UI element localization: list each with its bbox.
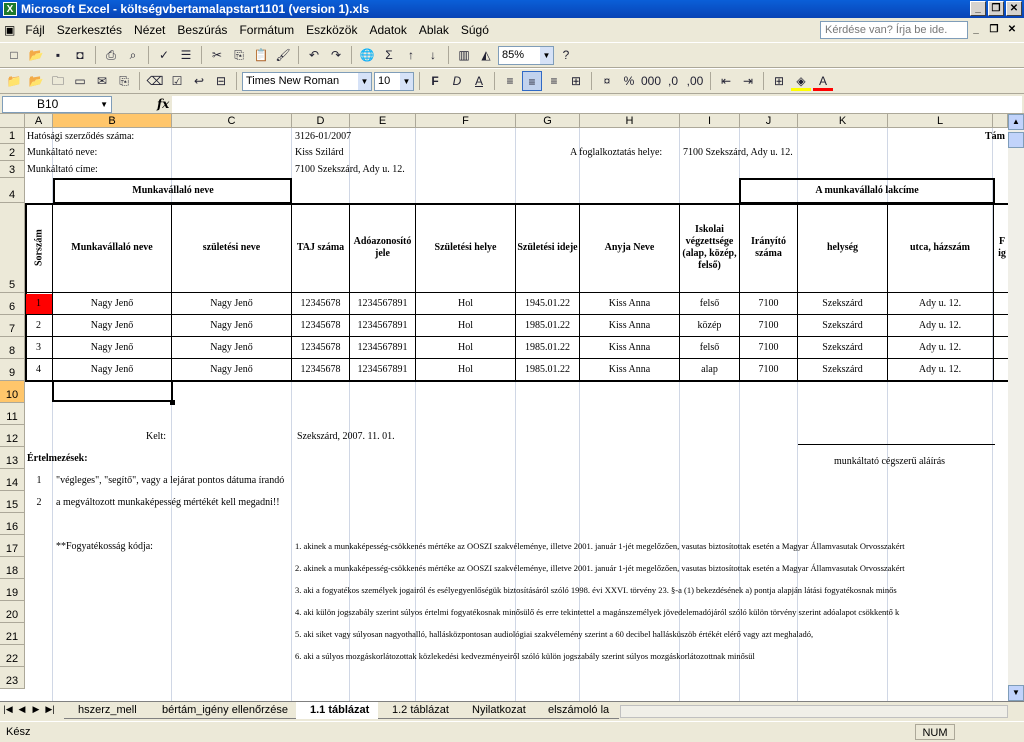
autosum-icon[interactable]: Σ (385, 48, 393, 62)
percent-icon[interactable]: % (623, 74, 635, 88)
row-header-3[interactable]: 3 (0, 161, 25, 178)
kelt-value: Szekszárd, 2007. 11. 01. (297, 430, 395, 442)
workplace-label: A foglalkoztatás helye: (570, 147, 663, 158)
spelling-icon[interactable]: ✓ (158, 48, 170, 62)
inc-decimal-icon[interactable]: ,0 (667, 74, 678, 88)
menu-view[interactable]: Nézet (134, 23, 166, 37)
new-icon[interactable]: □ (10, 48, 18, 62)
tab-elszamolo[interactable]: elszámoló la (538, 702, 619, 719)
cell-birthplace[interactable]: Hol (458, 342, 473, 353)
cell-birthplace[interactable]: Hol (458, 364, 473, 375)
research-icon[interactable]: ☰ (180, 48, 192, 62)
employer-name: Kiss Szilárd (295, 147, 344, 158)
tab-nyilatkozat[interactable]: Nyilatkozat (458, 702, 540, 719)
cell-tax[interactable]: 1234567891 (357, 342, 408, 353)
contract-label: Hatósági szerződés száma: (27, 130, 135, 142)
inc-indent-icon[interactable]: ⇥ (742, 74, 754, 88)
cell-birthname[interactable]: Nagy Jenő (210, 320, 253, 331)
disability-label: **Fogyatékosság kódja: (56, 540, 153, 552)
menu-file[interactable]: Fájl (25, 23, 45, 37)
drawing-icon[interactable]: ◭ (481, 48, 491, 62)
paste-icon[interactable]: 📋 (253, 48, 269, 62)
th-tax-id: Adóazonosító jele (353, 235, 412, 259)
align-left-icon[interactable]: ≡ (506, 74, 514, 88)
cell-zip[interactable]: 7100 (758, 320, 779, 331)
excel-icon: X (3, 2, 17, 16)
row-header-6[interactable]: 6 (0, 293, 25, 315)
attach-icon[interactable]: ⎘ (119, 74, 129, 88)
col-header-k[interactable]: K (798, 114, 888, 128)
row-header-11[interactable]: 11 (0, 403, 25, 425)
undo-icon[interactable]: ↶ (308, 48, 320, 62)
cell-tax[interactable]: 1234567891 (357, 320, 408, 331)
close-button[interactable]: ✕ (1006, 1, 1022, 16)
cell-edu[interactable]: közép (697, 320, 722, 331)
standard-toolbar (0, 42, 1024, 68)
fill-color-icon[interactable]: ◈ (791, 71, 811, 91)
name-box[interactable]: B10 ▼ (2, 96, 112, 113)
col-header-a[interactable]: A (25, 114, 53, 128)
note-2-number: 2 (36, 496, 42, 508)
signature-line (798, 444, 995, 445)
status-text: Kész (6, 726, 31, 738)
borders-icon[interactable]: ⊞ (773, 74, 785, 88)
open-icon[interactable]: 📂 (28, 48, 44, 62)
col-header-h[interactable]: H (580, 114, 680, 128)
row-header-23[interactable]: 23 (0, 667, 25, 689)
cell-mother[interactable]: Kiss Anna (608, 342, 651, 353)
track-icon[interactable]: ⌫ (146, 74, 164, 88)
group-label-name: Munkavállaló neve (132, 184, 214, 196)
cell-no[interactable]: 1 (36, 298, 41, 309)
font-color-icon[interactable]: A (813, 71, 833, 91)
currency-icon[interactable]: ¤ (603, 74, 611, 88)
cell-mother[interactable]: Kiss Anna (608, 364, 651, 375)
scroll-thumb[interactable] (1008, 132, 1024, 148)
support-label: Tám (985, 130, 1005, 142)
copy-icon[interactable]: ⎘ (234, 48, 244, 62)
cell-birthname[interactable]: Nagy Jenő (210, 298, 253, 309)
menu-tools[interactable]: Eszközök (306, 23, 358, 37)
cell-city[interactable]: Szekszárd (822, 320, 863, 331)
cell-birthdate[interactable]: 1985.01.22 (525, 320, 570, 331)
th-birthdate: Születési ideje (517, 241, 578, 253)
cell-taj[interactable]: 12345678 (300, 364, 341, 375)
num-lock-indicator: NUM (915, 724, 955, 740)
workplace-value: 7100 Szekszárd, Ady u. 12. (683, 147, 793, 158)
contract-number: 3126-01/2007 (295, 130, 352, 142)
sheet-tabs-bar (0, 701, 1024, 720)
fx-icon[interactable]: fx (157, 97, 170, 111)
code-3: 3. aki a fogyatékos személyek jogairól és esélyegyenlőségük biztosításáról szóló 1998. évi XXVI. törvény 23. §-a (1) bekezdésének a) pontja alapján látási fogyatékosnak minős (295, 585, 897, 595)
cell-edu[interactable]: felső (699, 342, 720, 353)
italic-icon[interactable]: D (452, 74, 462, 88)
cell-name[interactable]: Nagy Jenő (90, 298, 134, 309)
font-size-select[interactable]: 10 ▼ (374, 72, 414, 91)
code-5: 5. aki siket vagy súlyosan nagyothalló, hallásközpontosan audiológiai szakvélemény szerint a 60 decibel hallásküszöb értékét elérő vagy azt meghaladó, (295, 629, 814, 639)
folder-up-icon[interactable]: 📂 (28, 74, 44, 88)
cell-city[interactable]: Szekszárd (822, 342, 863, 353)
redo-icon[interactable]: ↷ (330, 48, 342, 62)
cell-taj[interactable]: 12345678 (300, 342, 341, 353)
formatting-toolbar (0, 68, 1024, 94)
group-label-address: A munkavállaló lakcíme (815, 184, 919, 196)
note-1-number: 1 (36, 474, 42, 486)
first-sheet-icon[interactable]: |◀ (3, 704, 13, 714)
thousands-icon[interactable]: 000 (641, 74, 662, 88)
doc-icon[interactable]: ▣ (4, 23, 16, 37)
cell-taj[interactable]: 12345678 (300, 298, 341, 309)
col-header-i[interactable]: I (680, 114, 740, 128)
vertical-scrollbar[interactable] (1008, 114, 1024, 701)
note-2-text: a megváltozott munkaképesség mértékét kell megadni!! (56, 496, 280, 508)
fill-handle[interactable] (170, 400, 175, 405)
th-city: helység (826, 241, 859, 253)
cell-street[interactable]: Ady u. 12. (918, 298, 962, 309)
row-header-18[interactable]: 18 (0, 557, 25, 579)
save-icon[interactable]: ▪ (55, 48, 61, 62)
format-painter-icon[interactable]: 🖌 (275, 48, 291, 62)
mail-icon[interactable]: ✉ (96, 74, 108, 88)
row-header-21[interactable]: 21 (0, 623, 25, 645)
hyperlink-icon[interactable]: 🌐 (359, 48, 375, 62)
employer-address: 7100 Szekszárd, Ady u. 12. (295, 164, 405, 175)
doc-icon[interactable]: ▭ (74, 74, 86, 88)
cell-tax[interactable]: 1234567891 (357, 298, 408, 309)
cell-edu[interactable]: alap (701, 364, 718, 375)
th-education: Iskolai végzettsége (alap, közép, felső) (682, 223, 737, 271)
tab-1-1-tablazat[interactable]: 1.1 táblázat (296, 702, 383, 719)
cell-birthname[interactable]: Nagy Jenő (210, 364, 253, 375)
select-all-corner[interactable] (0, 114, 25, 128)
code-4: 4. aki külön jogszabály szerint súlyos értelmi fogyatékosnak minősülő és erre tekintettel a magánszemélyek jövedelemadójáról szóló külön törvény szerint adóalapot csökkentő k (295, 607, 900, 617)
th-taj: TAJ száma (296, 241, 345, 253)
cell-zip[interactable]: 7100 (758, 342, 779, 353)
permission-icon[interactable]: ◘ (76, 48, 84, 62)
code-1: 1. akinek a munkaképesség-csökkenés mértéke az OOSZI szakvéleménye, illetve 2001. január 1-jét megelőzően, vasutas biztosítottak esetén a Magyar Államvasutak Orvosszakért (295, 541, 905, 551)
row-header-2[interactable]: 2 (0, 144, 25, 161)
th-mother: Anyja Neve (604, 241, 655, 253)
horizontal-scrollbar[interactable] (620, 705, 1008, 718)
col-header-d[interactable]: D (292, 114, 350, 128)
help-icon[interactable]: ? (562, 48, 570, 62)
cell-birthname[interactable]: Nagy Jenő (210, 342, 253, 353)
align-center-icon[interactable]: ≡ (522, 71, 542, 91)
col-header-m[interactable] (993, 114, 1008, 128)
row-header-8[interactable]: 8 (0, 337, 25, 359)
employer-address-label: Munkáltató címe: (27, 164, 98, 175)
prev-sheet-icon[interactable]: ◀ (18, 704, 26, 714)
cell-zip[interactable]: 7100 (758, 364, 779, 375)
scroll-up-icon[interactable]: ▲ (1008, 114, 1024, 130)
worksheet-grid[interactable] (0, 114, 1008, 701)
title-bar (0, 0, 1024, 18)
tab-bertam-igeny[interactable]: bértám_igény ellenőrzése (148, 702, 302, 719)
cell-mother[interactable]: Kiss Anna (608, 320, 651, 331)
tab-1-2-tablazat[interactable]: 1.2 táblázat (378, 702, 463, 719)
menu-insert[interactable]: Beszúrás (177, 23, 228, 37)
signature-label: munkáltató cégszerű aláírás (834, 455, 946, 467)
tab-hszerz-mell[interactable]: hszerz_mell (64, 702, 151, 719)
row-header-15[interactable]: 15 (0, 491, 25, 513)
code-6: 6. aki a súlyos mozgáskorlátozottak közlekedési kedvezményeiről szóló külön jogszabály szerint súlyos mozgáskorlátozottnak minősül (295, 651, 755, 661)
menu-format[interactable]: Formátum (239, 23, 295, 37)
sort-asc-icon[interactable]: ↑ (408, 48, 414, 62)
menu-window[interactable]: Ablak (418, 23, 449, 37)
cell-no[interactable]: 2 (36, 320, 41, 331)
col-header-f[interactable]: F (416, 114, 516, 128)
employer-name-label: Munkáltató neve: (27, 147, 98, 158)
row-header-17[interactable]: 17 (0, 535, 25, 557)
formula-input[interactable] (172, 96, 1022, 113)
status-bar (0, 721, 1024, 742)
help-search-input[interactable]: Kérdése van? Írja be ide. (820, 21, 968, 39)
col-header-g[interactable]: G (516, 114, 580, 128)
menu-edit[interactable]: Szerkesztés (56, 23, 123, 37)
cell-birthdate[interactable]: 1985.01.22 (525, 342, 570, 353)
row-header-4[interactable]: 4 (0, 178, 25, 203)
cell-edu[interactable]: felső (699, 298, 720, 309)
bold-icon[interactable]: F (431, 74, 439, 88)
kelt-label: Kelt: (146, 430, 166, 442)
col-header-e[interactable]: E (350, 114, 416, 128)
cell-birthplace[interactable]: Hol (458, 320, 473, 331)
row-header-12[interactable]: 12 (0, 425, 25, 447)
th-partial: F ig (998, 235, 1006, 259)
chart-icon[interactable]: ▥ (458, 48, 470, 62)
align-right-icon[interactable]: ≡ (550, 74, 558, 88)
mdi-minimize-button[interactable]: _ (973, 24, 979, 35)
row-header-5[interactable]: 5 (0, 203, 25, 293)
row-header-10[interactable]: 10 (0, 381, 25, 403)
col-header-l[interactable]: L (888, 114, 993, 128)
row-header-22[interactable]: 22 (0, 645, 25, 667)
window-title: Microsoft Excel - költségvbertamalapstart1101 (version 1).xls (21, 2, 370, 16)
folder-icon[interactable]: 📁 (6, 74, 22, 88)
merge-center-icon[interactable]: ⊞ (570, 74, 582, 88)
cell-birthplace[interactable]: Hol (458, 298, 473, 309)
cell-no[interactable]: 3 (36, 342, 41, 353)
font-select[interactable]: Times New Roman ▼ (242, 72, 372, 91)
note-1-text: "végleges", "segítő", vagy a lejárat pontos dátuma írandó (56, 474, 285, 486)
th-street: utca, házszám (910, 241, 970, 253)
col-header-b[interactable]: B (53, 114, 172, 128)
end-review-icon[interactable]: ⊟ (215, 74, 227, 88)
cut-icon[interactable]: ✂ (211, 48, 223, 62)
row-header-1[interactable]: 1 (0, 128, 25, 144)
th-birth-name: születési neve (202, 241, 261, 253)
row-header-7[interactable]: 7 (0, 315, 25, 337)
review-icon[interactable]: ☑ (171, 74, 183, 88)
col-header-j[interactable]: J (740, 114, 798, 128)
code-2: 2. akinek a munkaképesség-csökkenés mértéke az OOSZI szakvéleménye, illetve 2001. január 1-jét megelőzően, vasutas biztosítottak esetén a Magyar Államvasutak Orvosszakért (295, 563, 905, 573)
row-header-13[interactable]: 13 (0, 447, 25, 469)
mdi-restore-button[interactable]: ❐ (989, 24, 999, 35)
menu-data[interactable]: Adatok (369, 23, 407, 37)
th-sorszam: Sorszám (33, 229, 45, 266)
cell-city[interactable]: Szekszárd (822, 298, 863, 309)
cell-zip[interactable]: 7100 (758, 298, 779, 309)
minimize-button[interactable]: _ (970, 1, 986, 16)
cell-name[interactable]: Nagy Jenő (90, 320, 134, 331)
row-header-9[interactable]: 9 (0, 359, 25, 381)
row-header-20[interactable]: 20 (0, 601, 25, 623)
cell-street[interactable]: Ady u. 12. (918, 320, 962, 331)
next-sheet-icon[interactable]: ▶ (32, 704, 40, 714)
col-header-c[interactable]: C (172, 114, 292, 128)
cell-mother[interactable]: Kiss Anna (608, 298, 651, 309)
notes-title: Értelmezések: (27, 452, 88, 464)
dec-decimal-icon[interactable]: ,00 (686, 74, 704, 88)
cell-birthdate[interactable]: 1945.01.22 (525, 298, 570, 309)
cell-taj[interactable]: 12345678 (300, 320, 341, 331)
cell-tax[interactable]: 1234567891 (357, 364, 408, 375)
th-employee-name: Munkavállaló neve (71, 241, 153, 253)
row-header-19[interactable]: 19 (0, 579, 25, 601)
dec-indent-icon[interactable]: ⇤ (720, 74, 732, 88)
menu-bar (0, 19, 1024, 41)
th-zip: Irányító száma (751, 235, 786, 259)
cell-name[interactable]: Nagy Jenő (90, 364, 134, 375)
cell-birthdate[interactable]: 1985.01.22 (525, 364, 570, 375)
cell-city[interactable]: Szekszárd (822, 364, 863, 375)
restore-button[interactable]: ❐ (988, 1, 1004, 16)
print-icon[interactable]: ⎙ (106, 48, 116, 62)
cell-no[interactable]: 4 (36, 364, 41, 375)
row-header-14[interactable]: 14 (0, 469, 25, 491)
sort-desc-icon[interactable]: ↓ (430, 48, 436, 62)
underline-icon[interactable]: A (474, 74, 483, 88)
cell-street[interactable]: Ady u. 12. (918, 364, 962, 375)
reply-icon[interactable]: ↩ (193, 74, 205, 88)
cell-street[interactable]: Ady u. 12. (918, 342, 962, 353)
print-preview-icon[interactable]: ⌕ (129, 48, 137, 62)
cell-name[interactable]: Nagy Jenő (90, 342, 134, 353)
scroll-down-icon[interactable]: ▼ (1008, 685, 1024, 701)
formula-bar (0, 95, 1024, 114)
menu-help[interactable]: Súgó (460, 23, 489, 37)
mdi-close-button[interactable]: ✕ (1007, 24, 1017, 35)
folder-open-icon[interactable]: 🗀 (51, 74, 64, 88)
row-header-16[interactable]: 16 (0, 513, 25, 535)
th-birthplace: Születési helye (434, 241, 497, 253)
zoom-select[interactable]: 85% ▼ (498, 46, 554, 65)
selected-cell-b10[interactable] (52, 380, 173, 402)
last-sheet-icon[interactable]: ▶| (45, 704, 55, 714)
